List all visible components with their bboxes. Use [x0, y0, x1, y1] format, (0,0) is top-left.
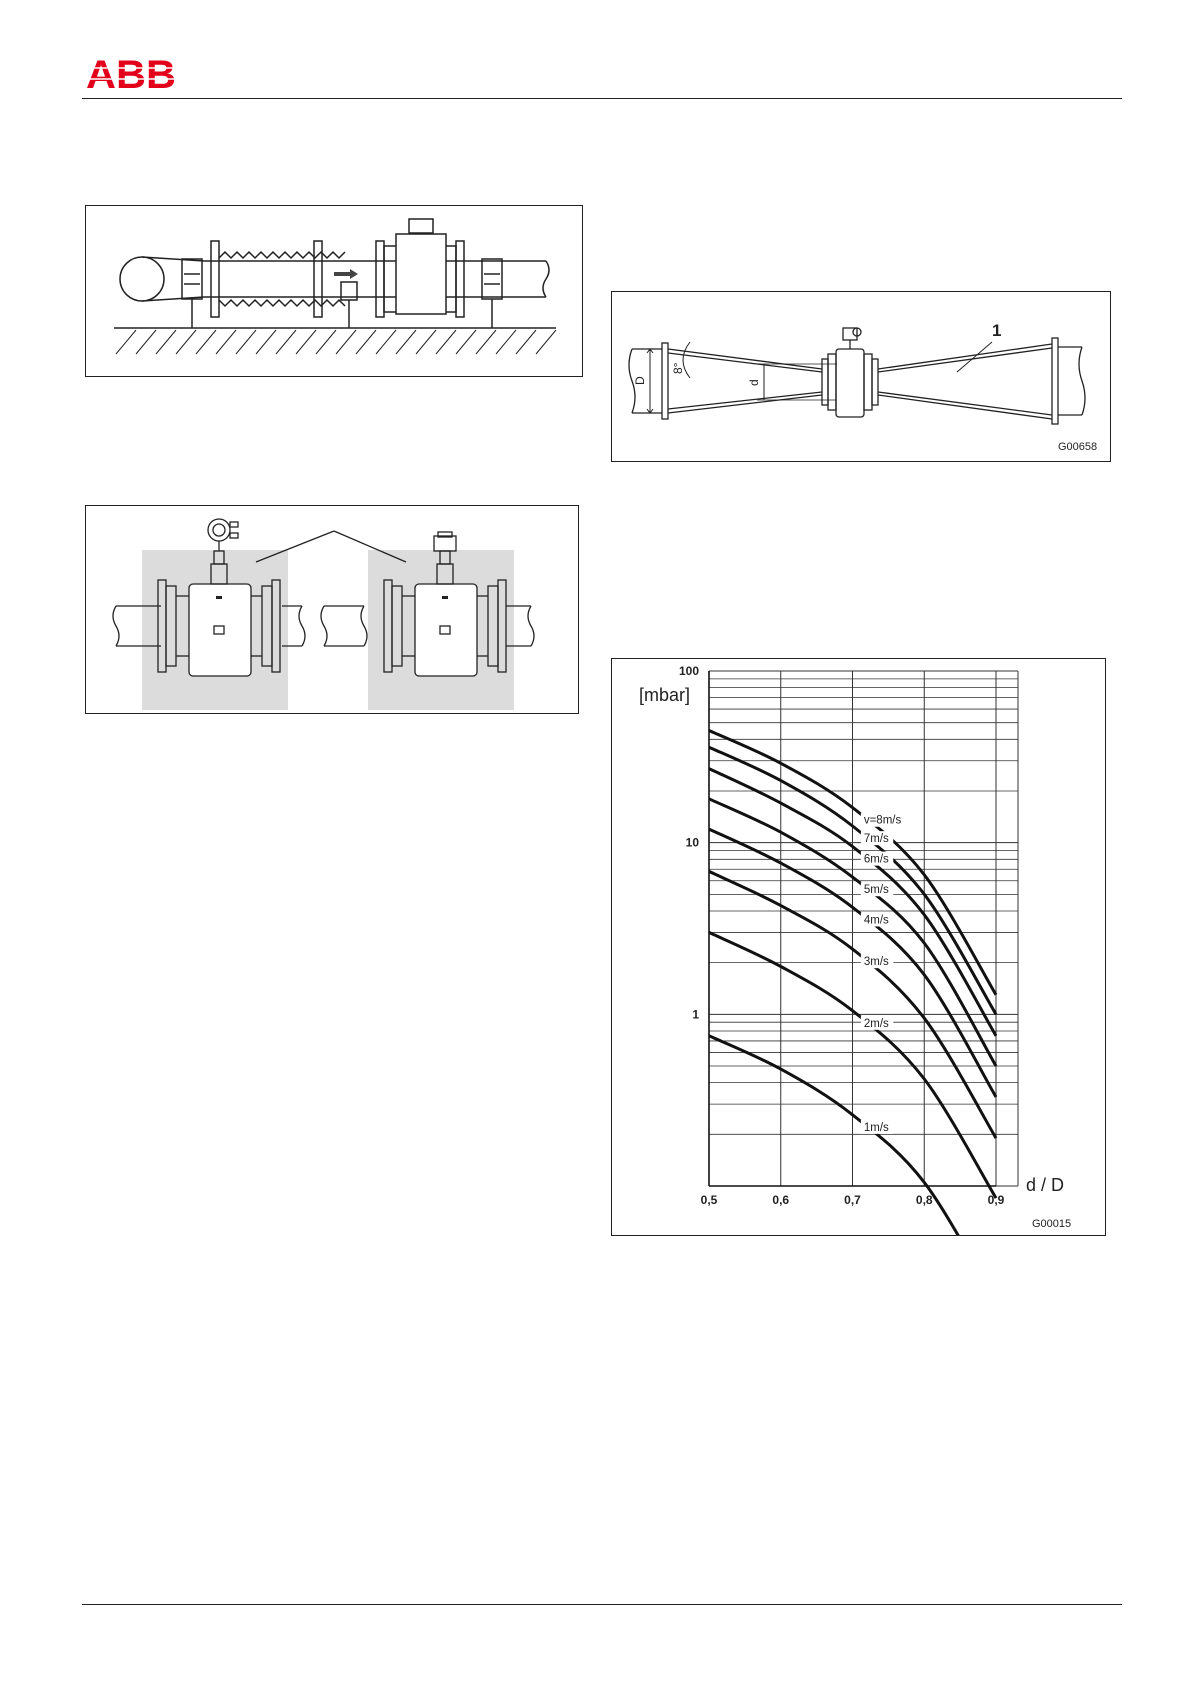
- reducer-angle: 8°: [671, 362, 685, 374]
- pressure-loss-chart: [612, 659, 1105, 1235]
- figure-grounding: [85, 505, 579, 714]
- figure-reducer: [611, 291, 1111, 462]
- chart-series-label: 1m/s: [863, 1121, 889, 1134]
- figure-pressure-loss: [611, 658, 1106, 1236]
- chart-y-tick-label: 100: [678, 664, 699, 678]
- chart-series-label: 5m/s: [863, 884, 889, 897]
- installation-drawing: [86, 206, 582, 376]
- chart-x-tick-label: 0,8: [915, 1193, 933, 1207]
- header-rule: [82, 98, 1122, 99]
- chart-x-tick-label: 0,6: [772, 1193, 790, 1207]
- chart-series-label: 2m/s: [863, 1017, 889, 1030]
- chart-series-label: 4m/s: [863, 914, 889, 927]
- chart-xlabel: d / D: [1026, 1175, 1065, 1195]
- reducer-drawing: [612, 292, 1110, 461]
- reducer-label-D: D: [633, 376, 647, 385]
- chart-x-tick-label: 0,9: [987, 1193, 1005, 1207]
- abb-logo: [86, 55, 178, 91]
- chart-series-label: v=8m/s: [863, 814, 902, 827]
- chart-x-tick-label: 0,7: [844, 1193, 861, 1207]
- chart-series-label: 7m/s: [863, 833, 889, 846]
- abb-logo-text: ABB: [86, 55, 176, 91]
- figure-installation: [85, 205, 583, 377]
- chart-code: G00015: [1032, 1218, 1072, 1230]
- chart-x-tick-label: 0,5: [700, 1193, 718, 1207]
- footer-rule: [82, 1604, 1122, 1605]
- reducer-code: G00658: [1058, 441, 1098, 453]
- grounding-drawing: [86, 506, 578, 713]
- chart-series-label: 3m/s: [863, 956, 889, 969]
- chart-series-label: 6m/s: [863, 853, 889, 866]
- reducer-callout: 1: [992, 321, 1002, 340]
- chart-y-tick-label: 10: [685, 835, 699, 850]
- chart-y-tick-label: 1: [692, 1007, 699, 1022]
- reducer-label-d: d: [747, 379, 761, 386]
- chart-ylabel: [mbar]: [639, 685, 691, 705]
